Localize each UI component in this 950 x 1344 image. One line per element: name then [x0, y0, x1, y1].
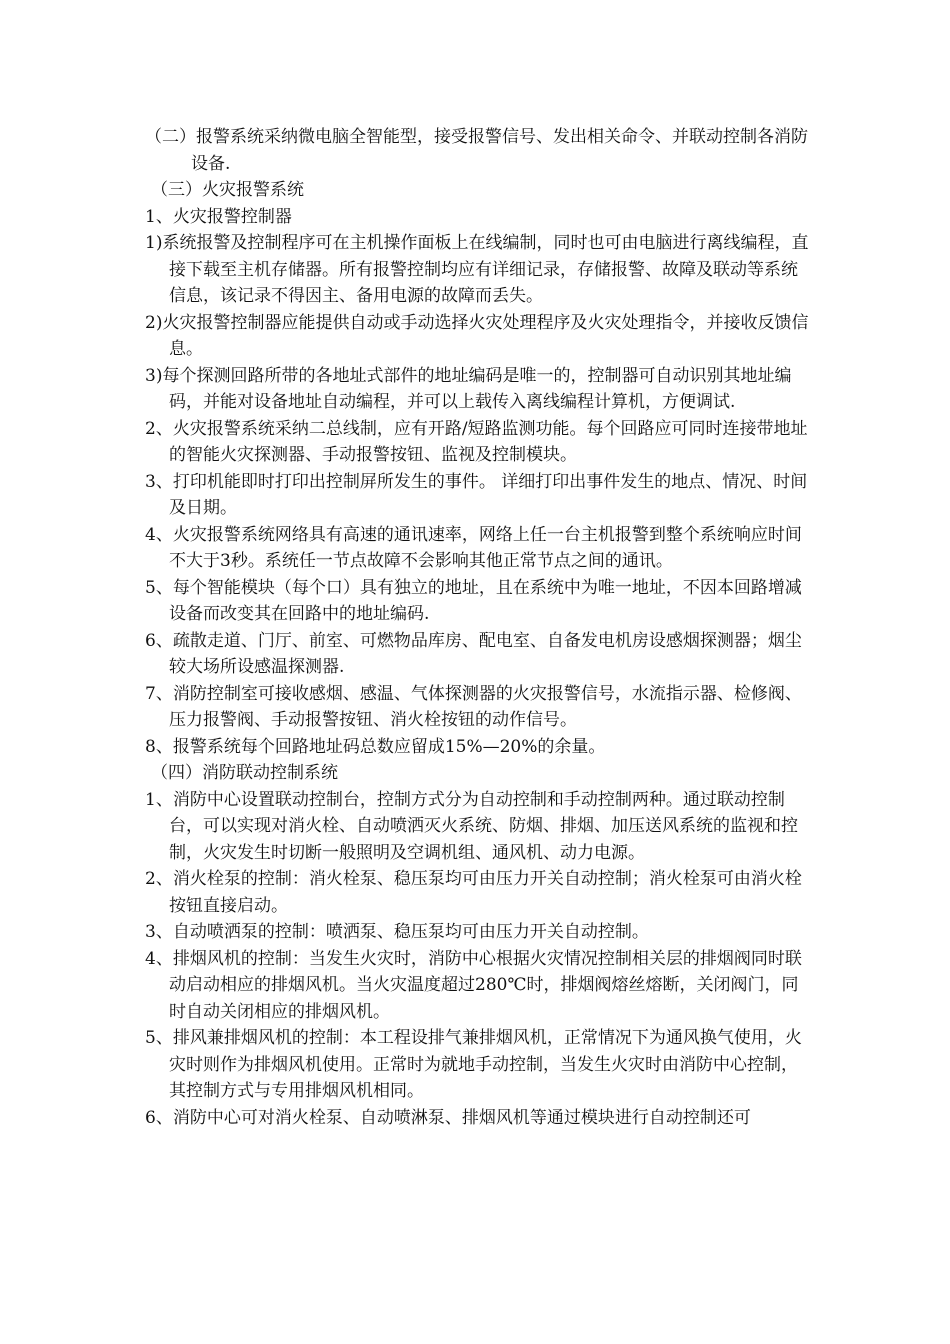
paragraph-alarm-item-6: 6、疏散走道、门厅、前室、可燃物品库房、配电室、自备发电机房设感烟探测器；烟尘较大场所设感温探测器.	[145, 630, 802, 677]
paragraph-linkage-item-4: 4、排烟风机的控制：当发生火灾时，消防中心根据火灾情况控制相关层的排烟阀同时联动启动相应的排烟风机。当火灾温度超过280℃时，排烟阀熔丝熔断，关闭阀门，同时自动关闭相应的排烟风机。	[145, 948, 802, 1022]
document-body	[145, 124, 813, 1131]
paragraph-linkage-item-2: 2、消火栓泵的控制：消火栓泵、稳压泵均可由压力开关自动控制；消火栓泵可由消火栓按钮直接启动。	[145, 869, 802, 916]
paragraph-linkage-item-3: 3、自动喷洒泵的控制：喷洒泵、稳压泵均可由压力开关自动控制。	[145, 922, 649, 942]
paragraph-controller-item-3: 3)每个探测回路所带的各地址式部件的地址编码是唯一的，控制器可自动识别其地址编码，并能对设备地址自动编程，并可以上载传入离线编程计算机，方便调试.	[145, 365, 792, 412]
paragraph-alarm-item-5: 5、每个智能模块（每个口）具有独立的地址，且在系统中为唯一地址，不因本回路增减设备而改变其在回路中的地址编码.	[145, 577, 802, 624]
paragraph-controller-item-2: 2)火灾报警控制器应能提供自动或手动选择火灾处理程序及火灾处理指令，并接收反馈信息。	[145, 312, 809, 359]
section-heading-fire-alarm-system: （三）火灾报警系统	[151, 180, 304, 200]
section-heading-fire-linkage-control: （四）消防联动控制系统	[151, 763, 338, 783]
paragraph-alarm-item-7: 7、消防控制室可接收感烟、感温、气体探测器的火灾报警信号，水流指示器、检修阀、压力报警阀、手动报警按钮、消火栓按钮的动作信号。	[145, 683, 802, 730]
paragraph-alarm-item-3: 3、打印机能即时打印出控制屏所发生的事件。 详细打印出事件发生的地点、情况、时间及日期。	[145, 471, 808, 518]
paragraph-linkage-item-5: 5、排风兼排烟风机的控制：本工程设排气兼排烟风机，正常情况下为通风换气使用，火灾时则作为排烟风机使用。正常时为就地手动控制，当发生火灾时由消防中心控制，其控制方式与专用排烟风机相同。	[145, 1028, 802, 1101]
paragraph-linkage-item-1: 1、消防中心设置联动控制台，控制方式分为自动控制和手动控制两种。通过联动控制台，可以实现对消火栓、自动喷洒灭火系统、防烟、排烟、加压送风系统的监视和控制，火灾发生时切断一般照明及空调机组、通风机、动力电源。	[145, 789, 798, 863]
subsection-heading-fire-alarm-controller: 1、火灾报警控制器	[145, 206, 292, 227]
paragraph-alarm-system-intro: （二）报警系统采纳微电脑全智能型，接受报警信号、发出相关命令、并联动控制各消防设备.	[145, 127, 808, 174]
paragraph-alarm-item-8: 8、报警系统每个回路地址码总数应留成15%—20%的余量。	[145, 736, 606, 757]
paragraph-alarm-item-2: 2、火灾报警系统采纳二总线制，应有开路/短路监测功能。每个回路应可同时连接带地址的智能火灾探测器、手动报警按钮、监视及控制模块。	[145, 418, 808, 465]
paragraph-alarm-item-4: 4、火灾报警系统网络具有高速的通讯速率，网络上任一台主机报警到整个系统响应时间不大于3秒。系统任一节点故障不会影响其他正常节点之间的通讯。	[145, 524, 802, 571]
paragraph-controller-item-1: 1)系统报警及控制程序可在主机操作面板上在线编制，同时也可由电脑进行离线编程，直接下载至主机存储器。所有报警控制均应有详细记录，存储报警、故障及联动等系统信息，该记录不得因主、备用电源的故障而丢失。	[145, 233, 809, 306]
paragraph-linkage-item-6: 6、消防中心可对消火栓泵、自动喷淋泵、排烟风机等通过模块进行自动控制还可	[145, 1107, 751, 1128]
